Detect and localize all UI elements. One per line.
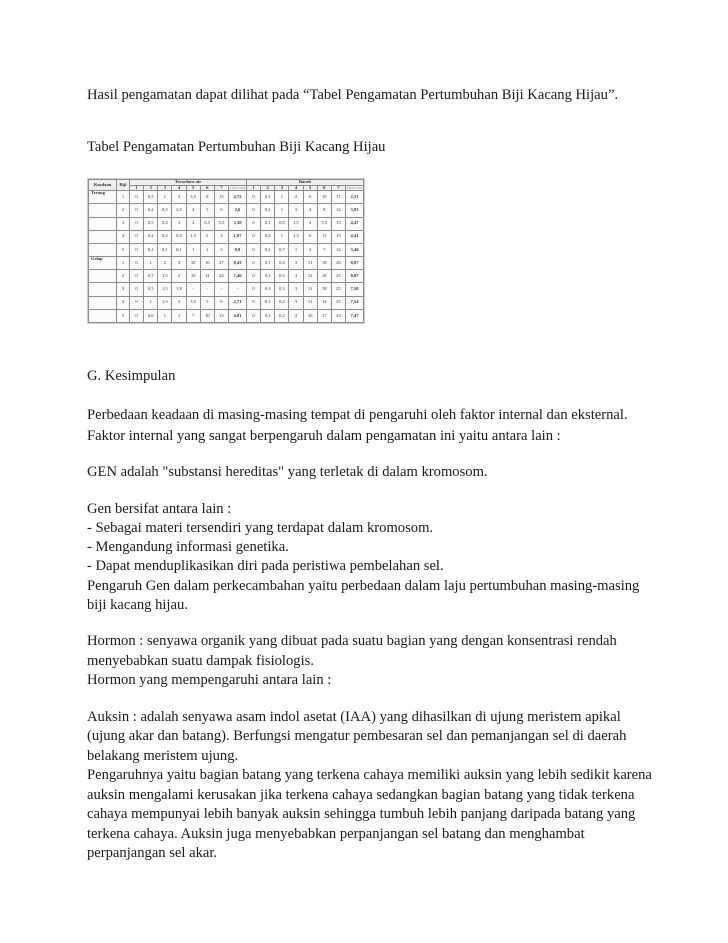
- value-cell: 5: [200, 296, 214, 309]
- paragraph-line: Hormon : senyawa organik yang dibuat pada suatu bagian yang dengan konsentrasi rendah: [87, 633, 617, 649]
- value-cell: 11: [317, 230, 331, 243]
- value-cell: 3: [289, 257, 303, 270]
- value-cell: 2: [158, 257, 172, 270]
- value-cell: 2: [172, 270, 186, 283]
- value-cell: 7: [186, 309, 200, 322]
- value-cell: 11: [303, 257, 317, 270]
- seed-cell: 5: [117, 243, 130, 256]
- paragraph-line: belakang meristem ujung.: [87, 748, 239, 764]
- value-cell: 0,1: [261, 283, 275, 296]
- value-cell: 4: [303, 204, 317, 217]
- value-cell: 0: [246, 296, 260, 309]
- table-row: [89, 217, 364, 230]
- value-cell: 8: [200, 191, 214, 204]
- value-cell: 3: [214, 243, 228, 256]
- value-cell: 0: [246, 270, 260, 283]
- value-cell: 1: [289, 243, 303, 256]
- table-row: [89, 230, 364, 243]
- paragraph-line: Auksin : adalah senyawa asam indol asetat (IAA) yang dihasilkan di ujung meristem apikal: [87, 709, 621, 725]
- value-cell: 3: [172, 191, 186, 204]
- list-item: - Sebagai materi tersendiri yang terdapat dalam kromosom.: [87, 520, 434, 536]
- value-cell: 4: [186, 217, 200, 230]
- value-cell: 6: [303, 191, 317, 204]
- value-cell: 0,4: [261, 230, 275, 243]
- value-cell: 14: [317, 296, 331, 309]
- value-cell: 3: [289, 283, 303, 296]
- value-cell: 18: [317, 270, 331, 283]
- average-cell: 2,71: [228, 296, 246, 309]
- value-cell: 12: [303, 270, 317, 283]
- value-cell: 0: [246, 204, 260, 217]
- value-cell: 0: [130, 230, 144, 243]
- value-cell: 0,5: [144, 191, 158, 204]
- value-cell: 1,5: [289, 230, 303, 243]
- header-group-2: Barah: [246, 180, 363, 186]
- table-row: [89, 309, 364, 322]
- value-cell: 3: [172, 217, 186, 230]
- value-cell: 9,5: [317, 217, 331, 230]
- value-cell: 24: [214, 270, 228, 283]
- paragraph-line: GEN adalah "substansi hereditas" yang terletak di dalam kromosom.: [87, 464, 488, 480]
- list-item: - Mengandung informasi genetika.: [87, 539, 289, 555]
- paragraph-line: Hormon yang mempengaruhi antara lain :: [87, 672, 332, 688]
- average-cell: -: [228, 283, 246, 296]
- value-cell: 18: [317, 257, 331, 270]
- condition-cell: [89, 309, 117, 322]
- day-header: 1: [246, 185, 260, 191]
- value-cell: 0,2: [144, 204, 158, 217]
- observation-table-image: [87, 178, 365, 324]
- value-cell: 0,1: [261, 270, 275, 283]
- value-cell: 0: [130, 309, 144, 322]
- value-cell: 10: [303, 309, 317, 322]
- table-row: [89, 204, 364, 217]
- list-item: - Dapat menduplikasikan diri pada peristiwa pembelahan sel.: [87, 558, 444, 574]
- value-cell: 2: [289, 309, 303, 322]
- value-cell: 0: [246, 217, 260, 230]
- value-cell: 17: [331, 191, 345, 204]
- day-header: 5: [303, 185, 317, 191]
- average-cell: 2,6: [228, 204, 246, 217]
- value-cell: 1: [186, 243, 200, 256]
- paragraph-line: auksin mengalami kerusakan jika terkena cahaya sedangkan bagian batang yang tidak terkena: [87, 787, 635, 803]
- average-cell: 4,72: [228, 191, 246, 204]
- seed-cell: 2: [117, 270, 130, 283]
- average-cell: 0,9: [228, 243, 246, 256]
- value-cell: 1: [158, 191, 172, 204]
- day-header: 4: [289, 185, 303, 191]
- value-cell: 5: [200, 204, 214, 217]
- seed-cell: 3: [117, 217, 130, 230]
- day-header: 3: [275, 185, 289, 191]
- condition-cell: Terang: [89, 191, 117, 204]
- value-cell: 16: [200, 257, 214, 270]
- value-cell: 0: [130, 257, 144, 270]
- value-cell: 10: [186, 270, 200, 283]
- value-cell: 10: [317, 191, 331, 204]
- header-keadaan: Keadaan: [89, 180, 117, 191]
- value-cell: 2: [172, 296, 186, 309]
- value-cell: 0: [246, 257, 260, 270]
- value-cell: 3: [303, 243, 317, 256]
- value-cell: 6: [214, 204, 228, 217]
- condition-cell: [89, 217, 117, 230]
- value-cell: 1,5: [289, 217, 303, 230]
- value-cell: 15: [214, 309, 228, 322]
- value-cell: 0: [130, 243, 144, 256]
- value-cell: 0,1: [261, 204, 275, 217]
- value-cell: 17: [317, 309, 331, 322]
- value-cell: 1: [144, 257, 158, 270]
- value-cell: 0,8: [275, 217, 289, 230]
- seed-cell: 1: [117, 257, 130, 270]
- value-cell: 2: [200, 243, 214, 256]
- day-header: 7: [214, 185, 228, 191]
- average-cell: 4,91: [228, 309, 246, 322]
- value-cell: 25: [331, 296, 345, 309]
- value-cell: 0,5: [275, 270, 289, 283]
- value-cell: 1,5: [158, 296, 172, 309]
- value-cell: 0,2: [275, 296, 289, 309]
- paragraph-line: perpanjangan sel akar.: [87, 845, 218, 861]
- value-cell: 14: [200, 270, 214, 283]
- value-cell: 18: [317, 283, 331, 296]
- value-cell: 1: [158, 309, 172, 322]
- value-cell: 0: [130, 191, 144, 204]
- value-cell: 0,2: [144, 230, 158, 243]
- table-row: [89, 257, 364, 270]
- value-cell: 8: [317, 204, 331, 217]
- table-row: [89, 191, 364, 204]
- value-cell: 0,7: [144, 270, 158, 283]
- average-cell: 7,46: [228, 270, 246, 283]
- paragraph-line: Pengaruh Gen dalam perkecambahan yaitu perbedaan dalam laju pertumbuhan masing-masing: [87, 578, 640, 594]
- average-cell: 1,07: [228, 230, 246, 243]
- value-cell: 11: [303, 296, 317, 309]
- paragraph-line: Pengaruhnya yaitu bagian batang yang terkena cahaya memiliki auksin yang lebih sedikit karena: [87, 767, 652, 783]
- condition-cell: [89, 270, 117, 283]
- value-cell: 4: [186, 204, 200, 217]
- day-header: 6: [317, 185, 331, 191]
- seed-cell: 2: [117, 204, 130, 217]
- value-cell: 0,1: [144, 243, 158, 256]
- value-cell: 0,1: [172, 243, 186, 256]
- value-cell: 3,5: [186, 191, 200, 204]
- value-cell: 7: [317, 243, 331, 256]
- value-cell: 1,5: [158, 270, 172, 283]
- table-row: [89, 283, 364, 296]
- value-cell: 4: [303, 217, 317, 230]
- day-header: 6: [200, 185, 214, 191]
- value-cell: 3,5: [186, 296, 200, 309]
- paragraph-line: (ujung akar dan batang). Berfungsi mengatur pembesaran sel dan pemanjangan sel di daerah: [87, 728, 627, 744]
- paragraph-line: menyebabkan suatu dampak fisiologis.: [87, 653, 314, 669]
- paragraph-line: Perbedaan keadaan di masing-masing tempat di pengaruhi oleh faktor internal dan eksternal.: [87, 407, 628, 423]
- value-cell: 3: [289, 296, 303, 309]
- value-cell: -: [200, 283, 214, 296]
- paragraph-line: terkena cahaya. Auksin juga menyebabkan perpanjangan sel batang dan menghambat: [87, 826, 585, 842]
- seed-cell: 1: [117, 191, 130, 204]
- value-cell: 1,5: [158, 283, 172, 296]
- average-cell: 8,07: [345, 257, 363, 270]
- day-header: 1: [130, 185, 144, 191]
- value-cell: 10: [200, 309, 214, 322]
- value-cell: 25: [331, 270, 345, 283]
- value-cell: 0: [246, 283, 260, 296]
- average-cell: 7,50: [345, 283, 363, 296]
- condition-cell: [89, 204, 117, 217]
- value-cell: 11: [303, 283, 317, 296]
- value-cell: 15: [331, 217, 345, 230]
- value-cell: 0: [130, 283, 144, 296]
- value-cell: 0,3: [158, 230, 172, 243]
- average-cell: 8,07: [345, 270, 363, 283]
- seed-cell: 3: [117, 283, 130, 296]
- table-row: [89, 296, 364, 309]
- day-header: 7: [331, 185, 345, 191]
- value-cell: 3: [214, 230, 228, 243]
- intro-paragraph: Hasil pengamatan dapat dilihat pada “Tabel Pengamatan Pertumbuhan Biji Kacang Hijau”.: [87, 87, 619, 103]
- value-cell: 0: [130, 296, 144, 309]
- value-cell: 6,5: [200, 217, 214, 230]
- table-row: [89, 270, 364, 283]
- value-cell: 0,4: [158, 217, 172, 230]
- value-cell: 1: [275, 204, 289, 217]
- average-cell: 4,47: [345, 217, 363, 230]
- value-cell: 12: [331, 243, 345, 256]
- average-cell: 4,41: [345, 230, 363, 243]
- average-header: rata-rata: [229, 185, 246, 190]
- condition-cell: Gelap: [89, 257, 117, 270]
- average-cell: 3,38: [228, 217, 246, 230]
- value-cell: 0: [246, 230, 260, 243]
- header-group-1: Tersedara air: [130, 180, 247, 186]
- value-cell: 0: [130, 204, 144, 217]
- value-cell: 1,5: [186, 230, 200, 243]
- value-cell: 0: [246, 243, 260, 256]
- section-heading-kesimpulan: G. Kesimpulan: [87, 368, 176, 384]
- value-cell: 0,1: [158, 243, 172, 256]
- paragraph-line: cahaya mempunyai lebih banyak auksin sehingga tumbuh lebih panjang daripada batang yang: [87, 806, 636, 822]
- value-cell: 3: [289, 204, 303, 217]
- value-cell: 0,1: [261, 257, 275, 270]
- table-row: [89, 243, 364, 256]
- value-cell: 0,1: [261, 243, 275, 256]
- value-cell: 0,7: [275, 243, 289, 256]
- value-cell: 26: [331, 257, 345, 270]
- value-cell: 12: [331, 204, 345, 217]
- value-cell: 15: [214, 191, 228, 204]
- average-cell: 3,93: [345, 204, 363, 217]
- value-cell: 6: [303, 230, 317, 243]
- value-cell: 2: [289, 191, 303, 204]
- average-cell: 2,21: [345, 191, 363, 204]
- observation-table: [88, 179, 364, 323]
- value-cell: 0,1: [261, 191, 275, 204]
- value-cell: 15: [331, 230, 345, 243]
- value-cell: 0,5: [158, 204, 172, 217]
- header-biji: Biji: [117, 180, 130, 191]
- value-cell: 0: [130, 270, 144, 283]
- paragraph-line: Gen bersifat antara lain :: [87, 501, 232, 517]
- day-header: 5: [186, 185, 200, 191]
- value-cell: 0,5: [172, 230, 186, 243]
- value-cell: 1,8: [172, 283, 186, 296]
- average-header: rata-rata: [346, 185, 363, 190]
- average-cell: 8,43: [228, 257, 246, 270]
- value-cell: 0: [130, 217, 144, 230]
- value-cell: 0,4: [275, 257, 289, 270]
- value-cell: 25: [331, 283, 345, 296]
- value-cell: 0,5: [144, 217, 158, 230]
- value-cell: 1: [275, 191, 289, 204]
- paragraph-line: Faktor internal yang sangat berpengaruh dalam pengamatan ini yaitu antara lain :: [87, 428, 561, 444]
- day-header: 2: [144, 185, 158, 191]
- value-cell: 0,5: [144, 283, 158, 296]
- average-cell: 7,54: [345, 296, 363, 309]
- value-cell: 0,3: [275, 283, 289, 296]
- value-cell: 3: [172, 257, 186, 270]
- value-cell: 2: [200, 230, 214, 243]
- day-header: 4: [172, 185, 186, 191]
- seed-cell: 4: [117, 296, 130, 309]
- value-cell: 0: [246, 309, 260, 322]
- value-cell: 2,5: [172, 204, 186, 217]
- value-cell: 9,5: [214, 217, 228, 230]
- seed-cell: 5: [117, 309, 130, 322]
- value-cell: 1: [144, 296, 158, 309]
- value-cell: 27: [214, 257, 228, 270]
- value-cell: 0,1: [261, 309, 275, 322]
- value-cell: 0,1: [261, 296, 275, 309]
- value-cell: 6: [214, 296, 228, 309]
- table-title: Tabel Pengamatan Pertumbuhan Biji Kacang Hijau: [87, 139, 386, 155]
- value-cell: 0,6: [144, 309, 158, 322]
- value-cell: -: [214, 283, 228, 296]
- condition-cell: [89, 296, 117, 309]
- value-cell: 10: [186, 257, 200, 270]
- condition-cell: [89, 243, 117, 256]
- value-cell: 0,1: [261, 217, 275, 230]
- average-cell: 3,46: [345, 243, 363, 256]
- condition-cell: [89, 230, 117, 243]
- value-cell: 1: [172, 309, 186, 322]
- average-cell: 7,47: [345, 309, 363, 322]
- value-cell: 23: [331, 309, 345, 322]
- day-header: 2: [261, 185, 275, 191]
- value-cell: 1: [275, 230, 289, 243]
- seed-cell: 4: [117, 230, 130, 243]
- value-cell: 3: [289, 270, 303, 283]
- value-cell: -: [186, 283, 200, 296]
- value-cell: 0,2: [275, 309, 289, 322]
- table-body: [89, 191, 364, 323]
- value-cell: 0: [246, 191, 260, 204]
- day-header: 3: [158, 185, 172, 191]
- paragraph-line: biji kacang hijau.: [87, 597, 188, 613]
- condition-cell: [89, 283, 117, 296]
